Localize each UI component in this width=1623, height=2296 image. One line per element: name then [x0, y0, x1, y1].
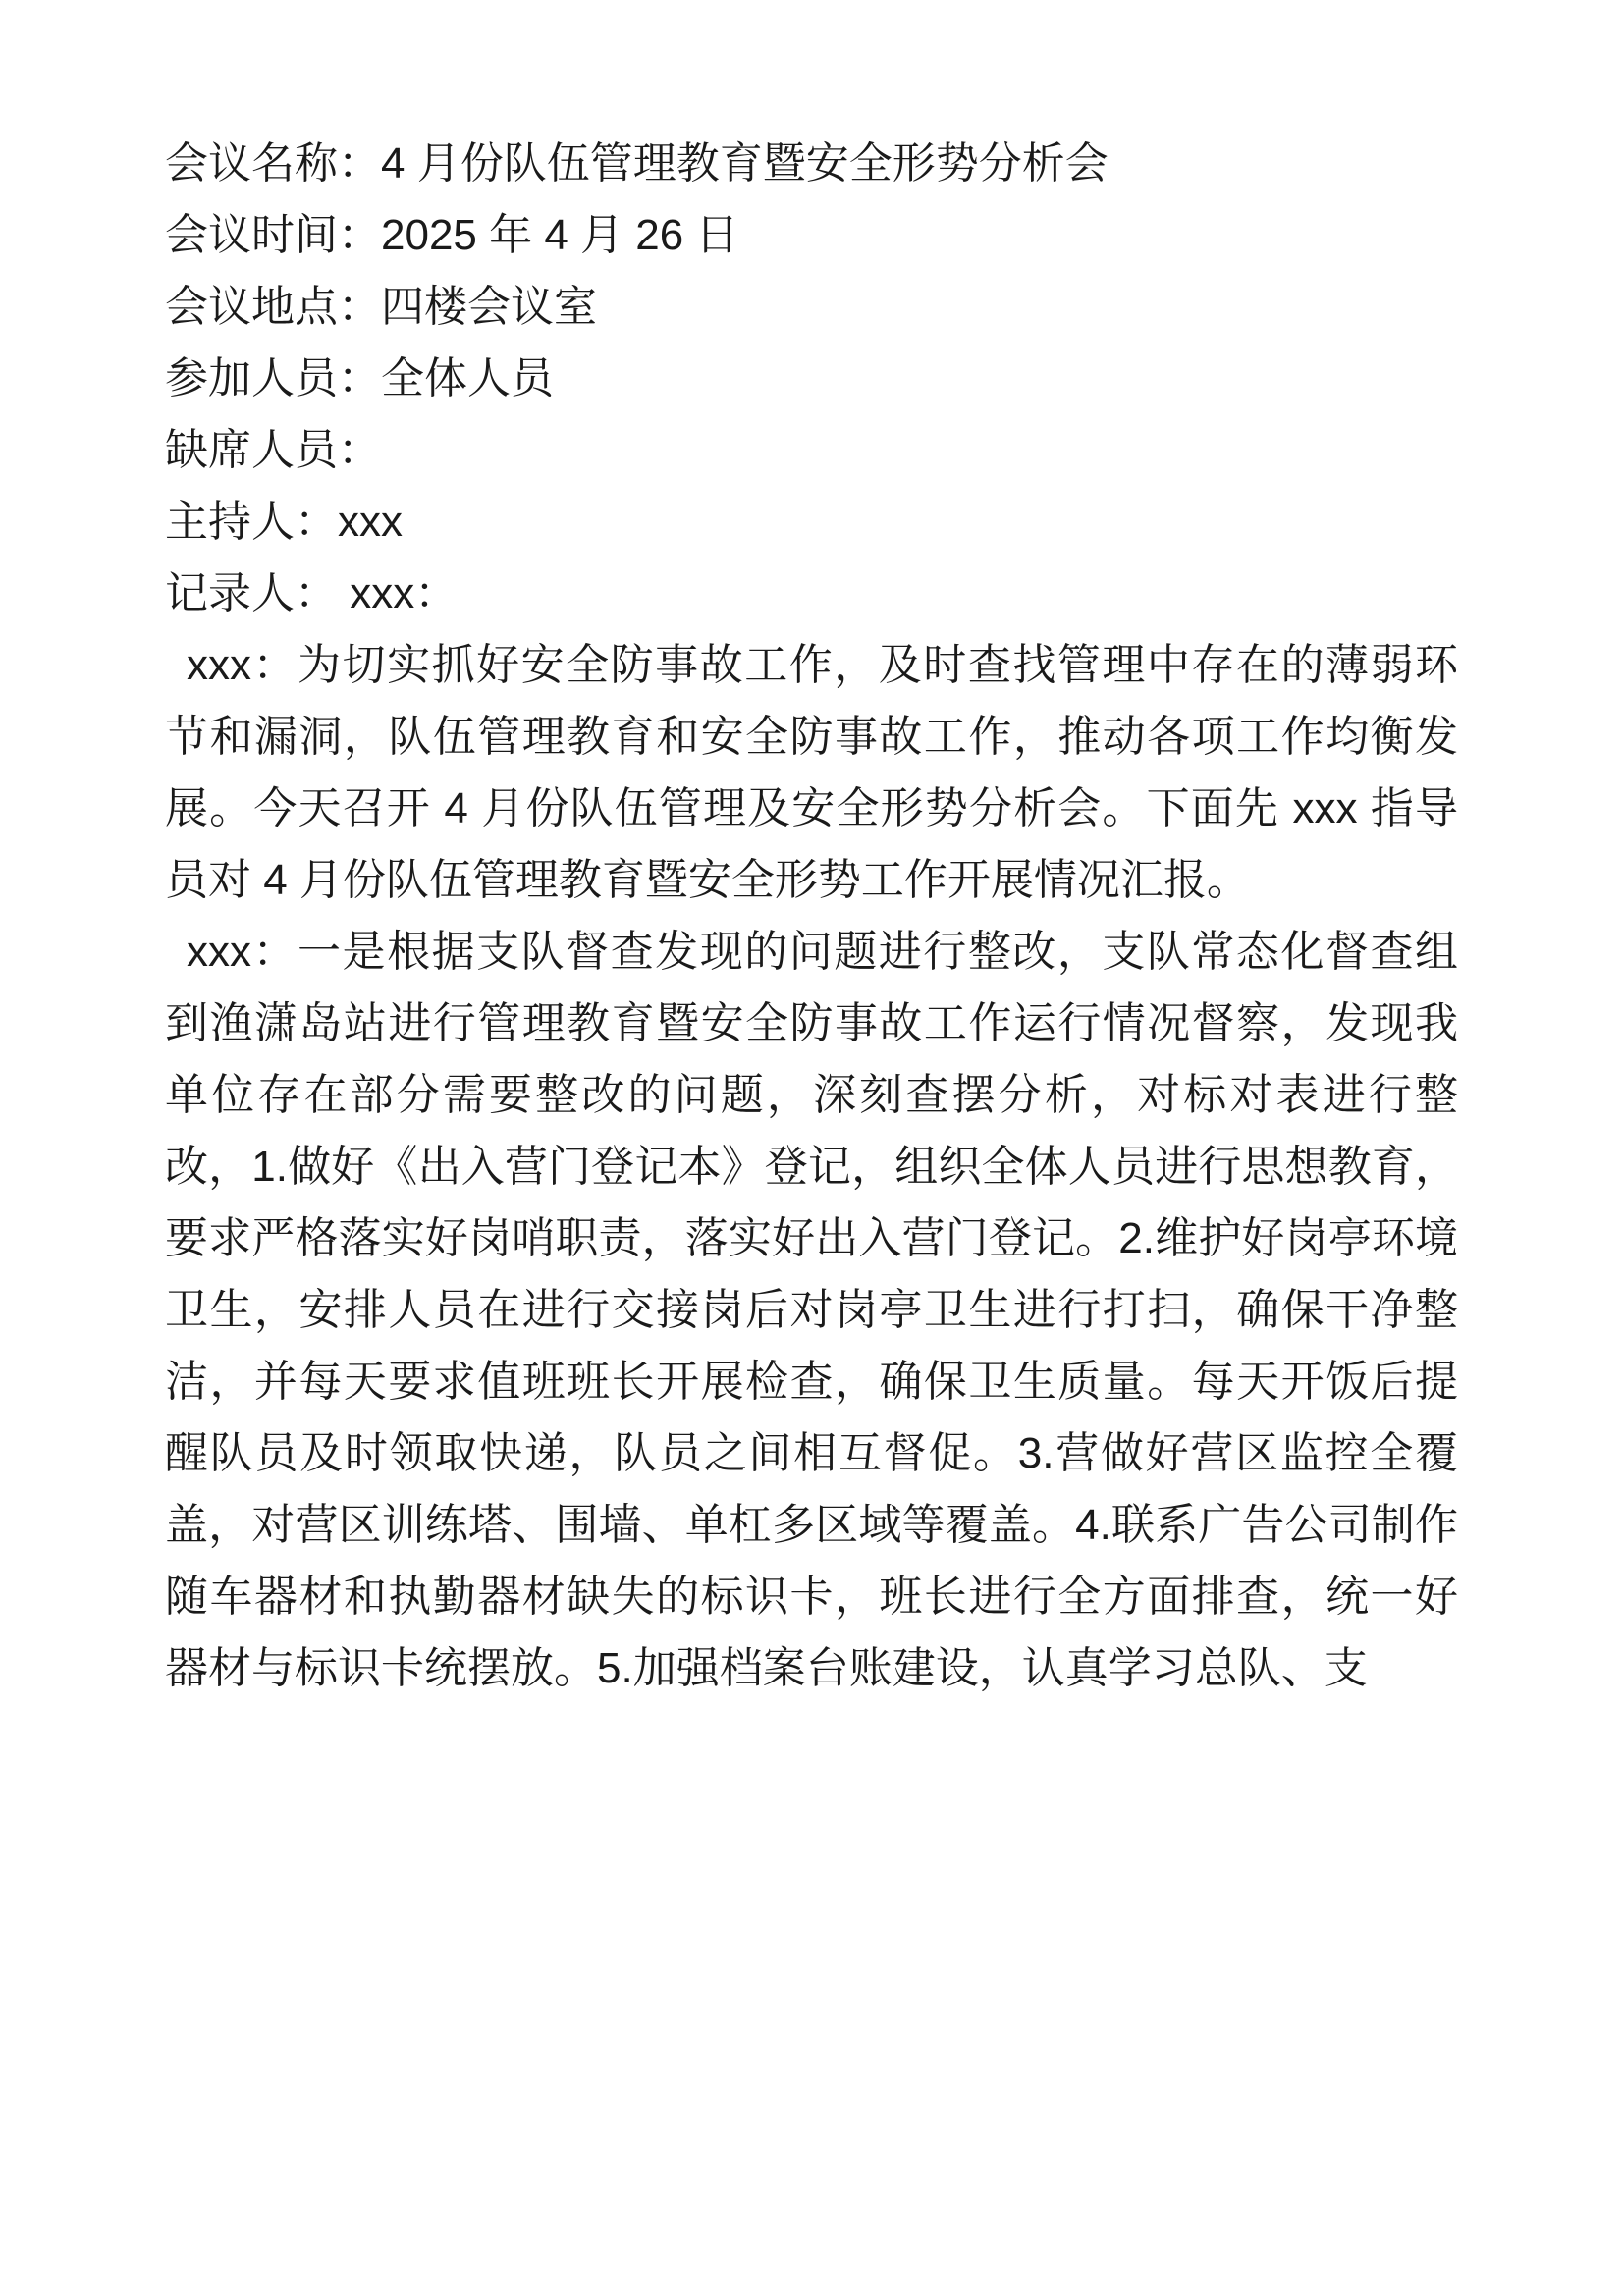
meta-line-absentees: 缺席人员： [165, 426, 381, 474]
meta-line-attendees: 参加人员：全体人员 [165, 354, 554, 402]
meta-line-meeting-location: 会议地点：四楼会议室 [165, 283, 597, 331]
meta-line-meeting-time: 会议时间：2025 年 4 月 26 日 [165, 211, 739, 259]
paragraph-host-remarks: xxx：为切实抓好安全防事故工作，及时查找管理中存在的薄弱环节和漏洞，队伍管理教育和安全防事故工作，推动各项工作均衡发展。今天召开 4 月份队伍管理及安全形势分析会。下面先 xxx 指导员对 4 月份队伍管理教育暨安全形势工作开展情况汇报。 [165, 641, 1458, 904]
meta-line-meeting-name: 会议名称：4 月份队伍管理教育暨安全形势分析会 [165, 139, 1109, 187]
meeting-minutes-body [165, 629, 1458, 1704]
meta-line-recorder: 记录人： xxx： [165, 569, 459, 617]
paragraph-work-report: xxx：一是根据支队督查发现的问题进行整改，支队常态化督查组到渔潇岛站进行管理教育暨安全防事故工作运行情况督察，发现我单位存在部分需要整改的问题，深刻查摆分析，对标对表进行整改，1.做好《出入营门登记本》登记，组织全体人员进行思想教育，要求严格落实好岗哨职责，落实好出入营门登记。2.维护好岗亭环境卫生，安排人员在进行交接岗后对岗亭卫生进行打扫，确保干净整洁，并每天要求值班班长开展检查，确保卫生质量。每天开饭后提醒队员及时领取快递，队员之间相互督促。3.营做好营区监控全覆盖，对营区训练塔、围墙、单杠多区域等覆盖。4.联系广告公司制作随车器材和执勤器材缺失的标识卡，班长进行全方面排查，统一好器材与标识卡统摆放。5.加强档案台账建设，认真学习总队、支 [165, 928, 1458, 1692]
meta-line-host: 主持人：xxx [165, 498, 403, 546]
meeting-meta-block [165, 128, 1458, 629]
